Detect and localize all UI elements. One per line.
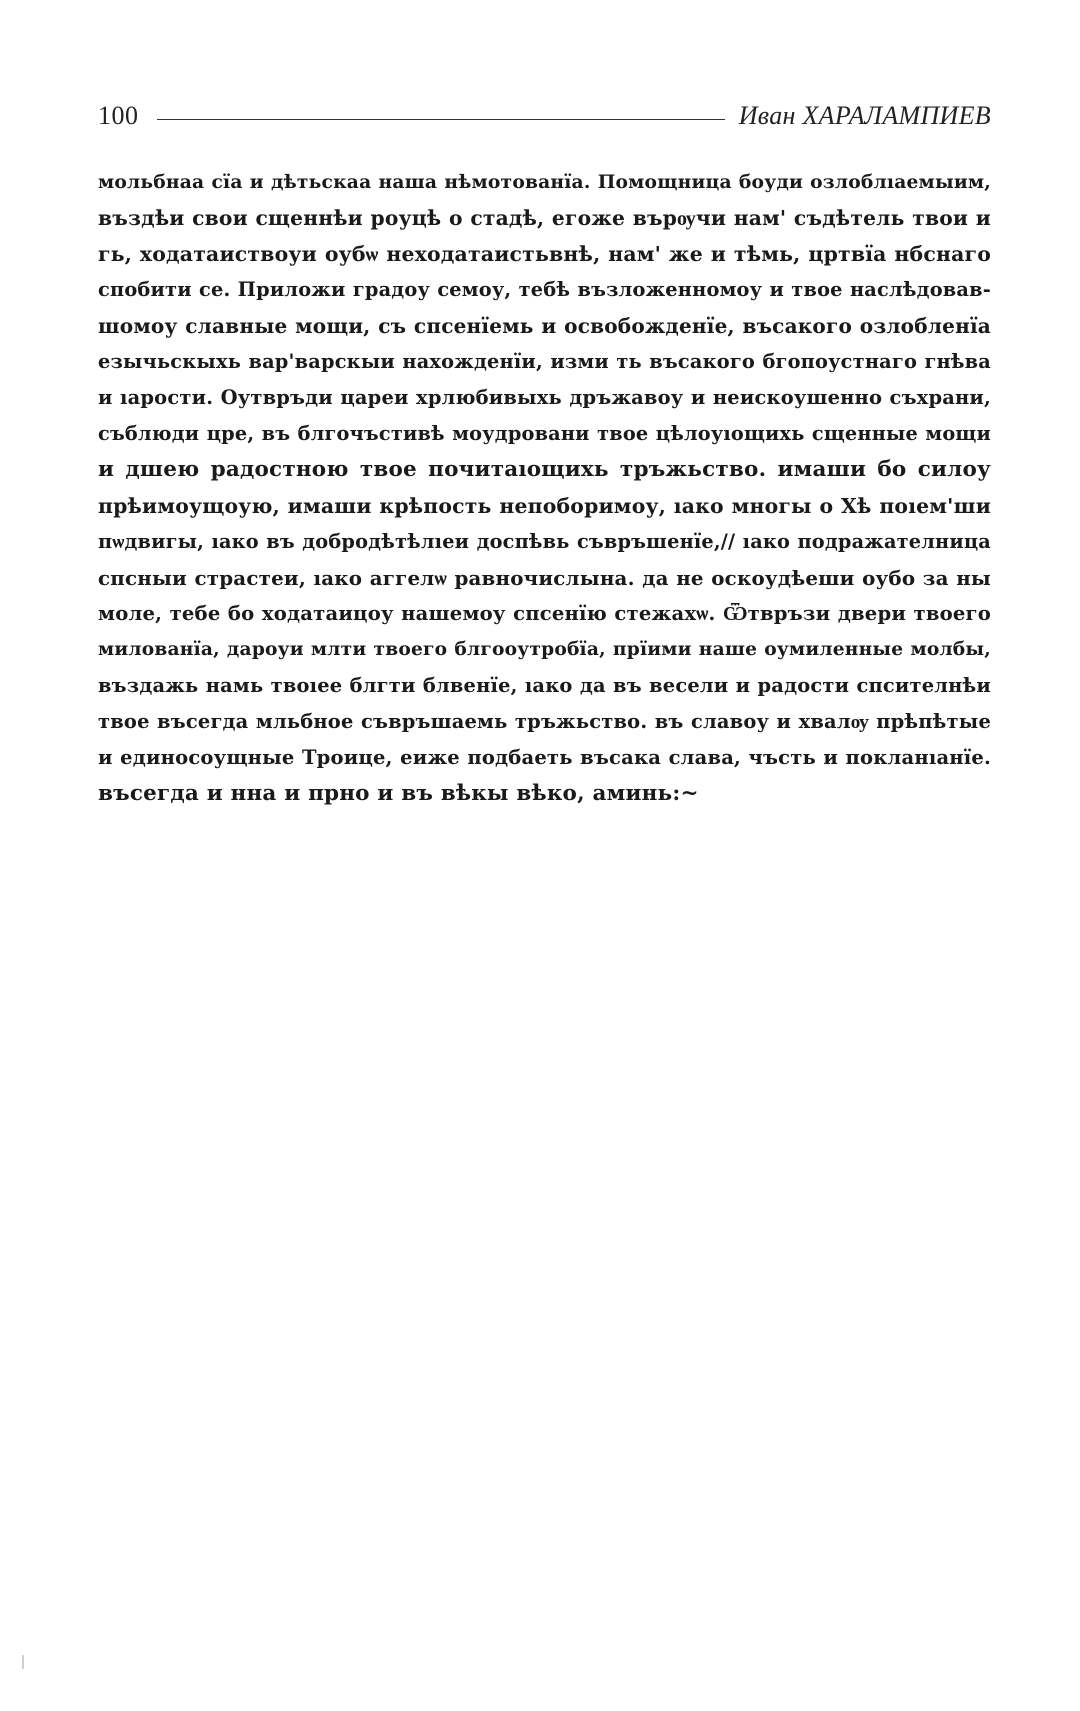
text-line: и единосоущные Троице, еиже подбаеть въсака слава, чъсть и покланıанїе. xyxy=(98,746,991,769)
text-line-final: въсегда и нна и прно и въ вѣкы вѣко, аминь:~ xyxy=(98,781,699,806)
text-line: гь, ходатаиствоуи оубѡ неходатаистьвнѣ, нам' же и тѣмь, цртвїа нбснаго xyxy=(98,242,991,266)
text-line: милованїа, дароуи млти твоего блгооутробїа, прїими наше оумиленные молбы, xyxy=(98,639,991,660)
body-text xyxy=(98,164,991,812)
text-line: прѣимоущоую, имаши крѣпость непоборимоу, ıако многы о Хѣ поıем'ши xyxy=(98,494,991,518)
text-line: въздѣи свои сщеннѣи роуцѣ о стадѣ, егоже върѹчи нам' съдѣтель твои и xyxy=(98,206,991,230)
text-line: съблюди цре, въ блгочъстивѣ моудровани твое цѣлоуıощихь сщенные мощи xyxy=(98,422,991,445)
text-line: и ıарости. Оутвръди цареи хрлюбивыхь дръжавоу и неискоушенно съхрани, xyxy=(98,386,991,409)
header-rule xyxy=(157,119,725,120)
page-number: 100 xyxy=(98,101,139,130)
text-line: шомоу славные мощи, съ спсенїемь и освобожденїе, въсакого озлобленїа xyxy=(98,314,991,338)
scan-edge-mark xyxy=(22,1655,24,1669)
page-header xyxy=(98,96,991,136)
text-line: спсныи страстеи, ıако аггелѡ равночислына. да не оскоудѣеши оубо за ны xyxy=(98,566,991,590)
text-line: и дшею радостною твое почитаıощихь тръжьство. имаши бо силоу xyxy=(98,457,991,482)
text-line: пѡдвигы, ıако въ добродѣтѣлıеи доспѣвь съвръшенїе,// ıако подражателница xyxy=(98,530,991,553)
text-line: мольбнаа сїа и дѣтьскаа наша нѣмотованїа. Помощница боуди озлоблıаемыим, xyxy=(98,171,991,193)
text-line: моле, тебе бо ходатаицоу нашемоу спсенїю стежахѡ. Ѿтвръзи двери твоего xyxy=(98,602,991,625)
text-line: твое въсегда мльбное съвръшаемь тръжьство. въ славоу и хвалѹ прѣпѣтые xyxy=(98,710,991,733)
running-head: Иван ХАРАЛАМПИЕВ xyxy=(738,101,991,130)
text-line: спобити се. Приложи градоу семоу, тебѣ възложенномоу и твое наслѣдовав- xyxy=(98,278,991,301)
text-line: въздажь намь твоıее блгти блвенїе, ıако да въ весели и радости спсителнѣи xyxy=(98,674,991,697)
text-line: езычьскыхь вар'варскыи нахожденїи, изми ть въсакого бгопоустнаго гнѣва xyxy=(98,350,991,373)
